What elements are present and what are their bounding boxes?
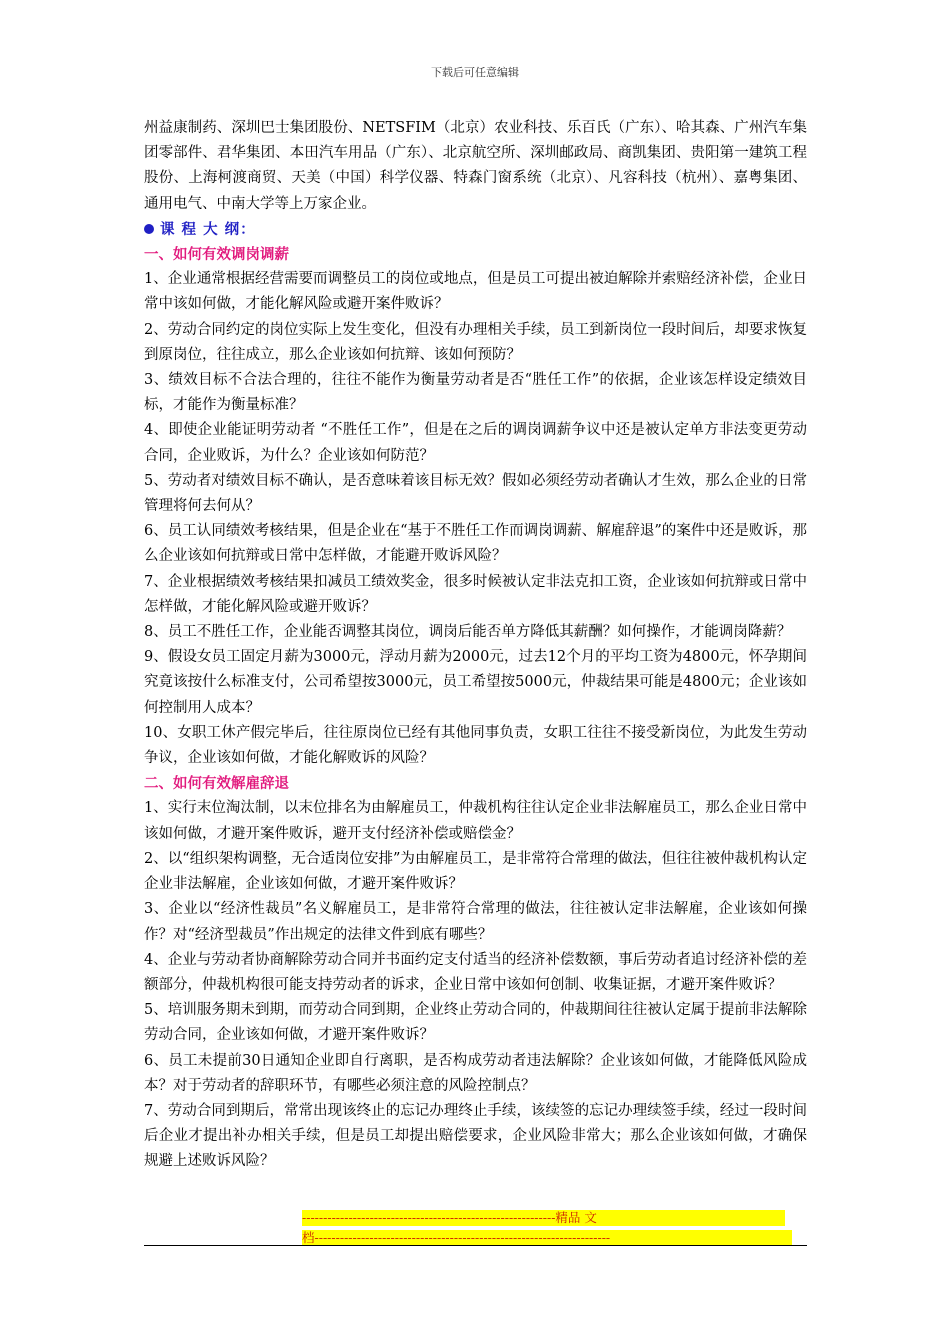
section-1-item-2: 2、劳动合同约定的岗位实际上发生变化，但没有办理相关手续，员工到新岗位一段时间后，却要求恢复到原岗位，往往成立，那么企业该如何抗辩、该如何预防？ (144, 321, 807, 363)
intro-paragraph: 州益康制药、深圳巴士集团股份、NETSFIM（北京）农业科技、乐百氏（广东）、哈其森、广州汽车集团零部件、君华集团、本田汽车用品（广东）、北京航空所、深圳邮政局、商凯集团、贵阳第一建筑工程股份、上海柯渡商贸、天美（中国）科学仪器、特森门窗系统（北京）、凡容科技（杭州）、嘉粤集团、通用电气、中南大学等上万家企业。 (144, 120, 807, 212)
section-1-item-6: 6、员工认同绩效考核结果，但是企业在“基于不胜任工作而调岗调薪、解雇辞退”的案件中还是败诉，那么企业该如何抗辩或日常中怎样做，才能避开败诉风险？ (144, 523, 807, 565)
page-header: 下载后可任意编辑 (431, 66, 519, 79)
course-outline-label: 课 程 大 纲： (160, 220, 256, 238)
section-1-item-7: 7、企业根据绩效考核结果扣减员工绩效奖金，很多时候被认定非法克扣工资，企业该如何抗辩或日常中怎样做，才能化解风险或避开败诉？ (144, 573, 807, 615)
footer-line-2: 档---------------------------------------------------------------------- (302, 1230, 792, 1246)
section-2-item-6: 6、员工未提前30日通知企业即自行离职，是否构成劳动者违法解除？企业该如何做，才能降低风险成本？对于劳动者的辞职环节，有哪些必须注意的风险控制点？ (144, 1052, 807, 1094)
bottom-divider (144, 1245, 807, 1246)
section-2-item-2: 2、以“组织架构调整，无合适岗位安排”为由解雇员工，是非常符合常理的做法，但往往被仲裁机构认定企业非法解雇，企业该如何做，才避开案件败诉？ (144, 850, 807, 893)
bullet-icon (144, 224, 154, 234)
section-1-item-1: 1、企业通常根据经营需要而调整员工的岗位或地点，但是员工可提出被迫解除并索赔经济补偿，企业日常中该如何做，才能化解风险或避开案件败诉？ (144, 271, 807, 313)
section-1-item-4: 4、即使企业能证明劳动者 “不胜任工作”，但是在之后的调岗调薪争议中还是被认定单方非法变更劳动合同，企业败诉，为什么？企业该如何防范？ (144, 422, 807, 464)
footer-line-1: ------------------------------------------------------------精品 文 (302, 1210, 785, 1226)
section-2-item-7: 7、劳动合同到期后，常常出现该终止的忘记办理终止手续，该续签的忘记办理续签手续，经过一段时间后企业才提出补办相关手续，但是员工却提出赔偿要求，企业风险非常大；那么企业该如何做，才确保规避上述败诉风险？ (144, 1102, 807, 1170)
section-1-item-10: 10、女职工休产假完毕后，往往原岗位已经有其他同事负责，女职工往往不接受新岗位，为此发生劳动争议，企业该如何做，才能化解败诉的风险？ (144, 724, 807, 767)
section-2-item-1: 1、实行末位淘汰制，以末位排名为由解雇员工，仲裁机构往往认定企业非法解雇员工，那么企业日常中该如何做，才避开案件败诉，避开支付经济补偿或赔偿金？ (144, 800, 807, 842)
course-outline-heading (144, 217, 807, 242)
footer-watermark (144, 1210, 807, 1250)
section-title-2: 二、如何有效解雇辞退 (144, 775, 289, 793)
section-1-item-5: 5、劳动者对绩效目标不确认，是否意味着该目标无效？假如必须经劳动者确认才生效，那么企业的日常管理将何去何从？ (144, 472, 807, 515)
section-1-item-3: 3、绩效目标不合法合理的，往往不能作为衡量劳动者是否“胜任工作”的依据，企业该怎样设定绩效目标，才能作为衡量标准？ (144, 372, 807, 414)
section-1-item-8: 8、员工不胜任工作，企业能否调整其岗位，调岗后能否单方降低其薪酬？如何操作，才能调岗降薪？ (144, 624, 792, 641)
section-title-1: 一、如何有效调岗调薪 (144, 246, 289, 264)
section-2-item-5: 5、培训服务期未到期，而劳动合同到期，企业终止劳动合同的，仲裁期间往往被认定属于提前非法解除劳动合同，企业该如何做，才避开案件败诉？ (144, 1002, 807, 1044)
section-2-item-3: 3、企业以“经济性裁员”名义解雇员工，是非常符合常理的做法，往往被认定非法解雇，企业该如何操作？对“经济型裁员”作出规定的法律文件到底有哪些？ (144, 901, 807, 943)
section-1-item-9: 9、假设女员工固定月薪为3000元，浮动月薪为2000元，过去12个月的平均工资为4800元，怀孕期间究竟该按什么标准支付，公司希望按3000元，员工希望按5000元，仲裁结果可能是4800元；企业该如何控制用人成本？ (144, 649, 807, 716)
document-body (144, 116, 807, 1175)
section-2-item-4: 4、企业与劳动者协商解除劳动合同并书面约定支付适当的经济补偿数额，事后劳动者追讨经济补偿的差额部分，仲裁机构很可能支持劳动者的诉求，企业日常中该如何创制、收集证据，才避开案件败诉？ (144, 951, 807, 993)
